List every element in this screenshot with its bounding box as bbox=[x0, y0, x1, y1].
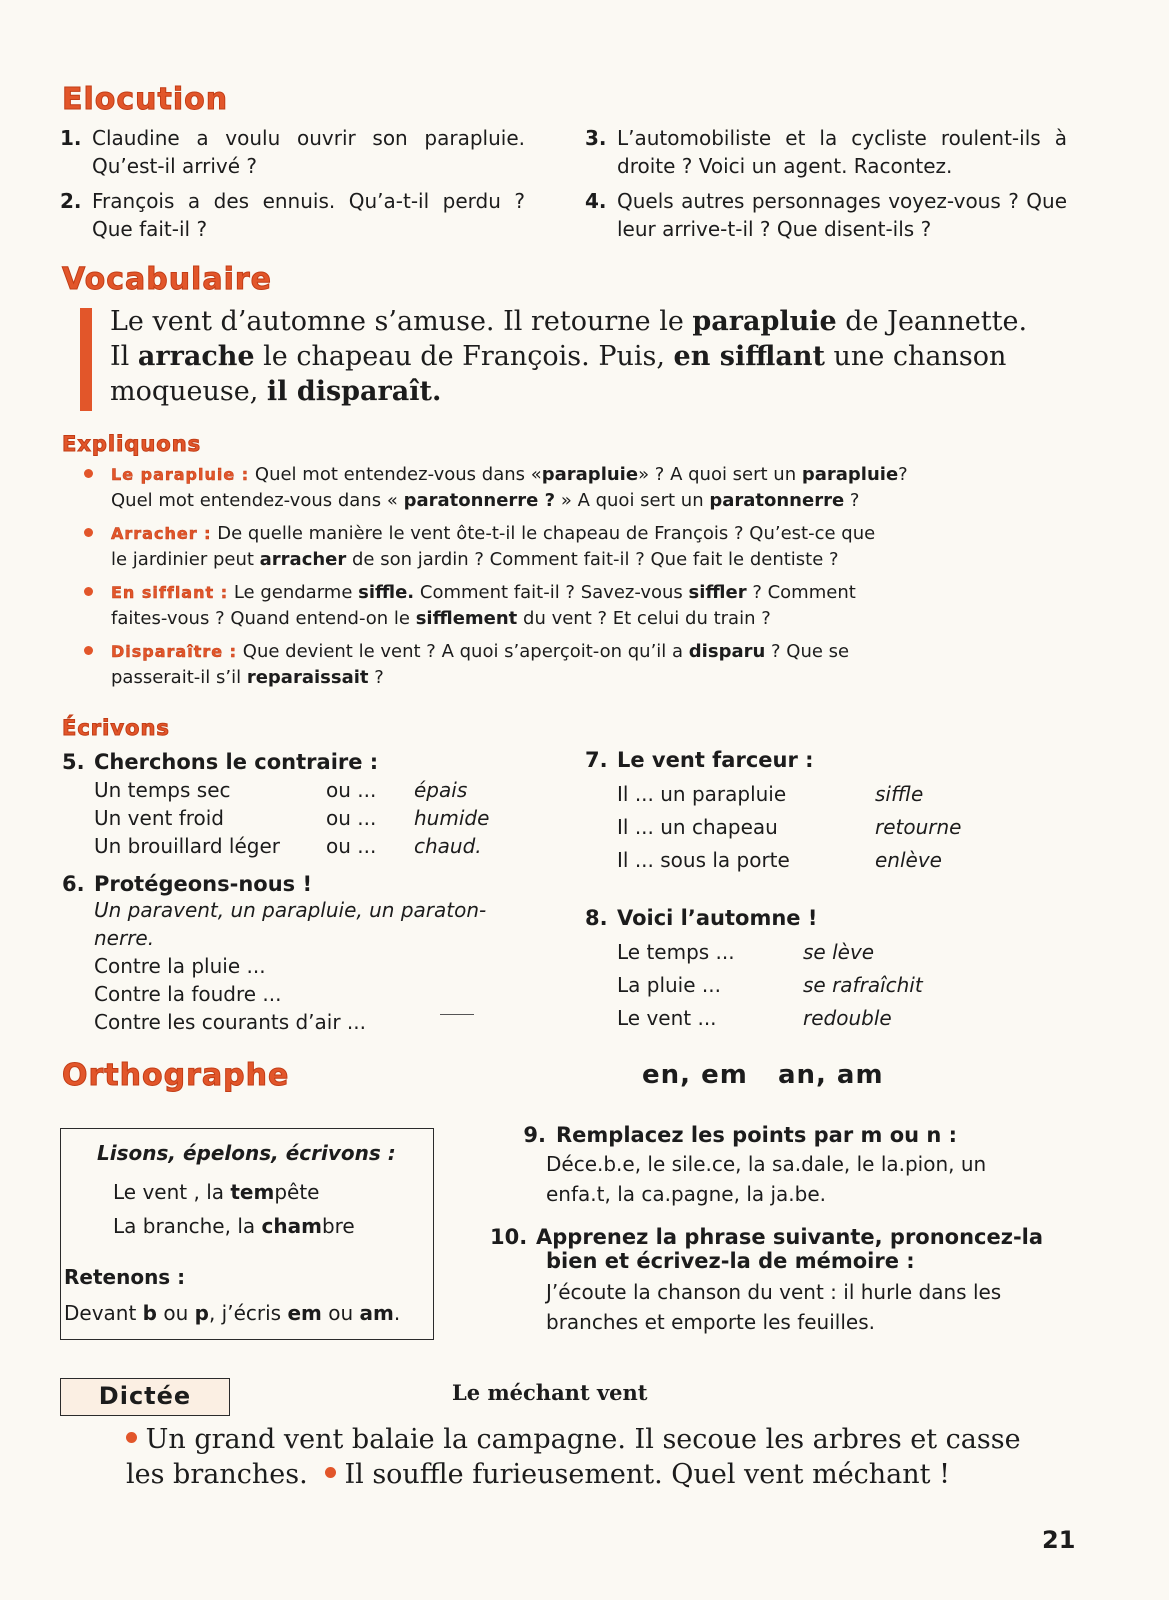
exercise-row: Le vent ... redouble bbox=[617, 1006, 892, 1030]
bullet-icon bbox=[325, 1467, 336, 1478]
exercise-7: 7. Le vent farceur : Il ... un parapluie siffle Il ... un chapeau retourne Il ... sous la porte enlève bbox=[585, 748, 1065, 877]
dictee-label: Dictée bbox=[98, 1382, 192, 1410]
elocution-question-2 bbox=[60, 187, 525, 243]
vocabulaire-accent-bar bbox=[80, 308, 92, 411]
question-number: 2. bbox=[60, 189, 82, 213]
dictee-label-box bbox=[60, 1378, 230, 1416]
exercise-row: La pluie ... se rafraîchit bbox=[617, 973, 923, 997]
rule-box-examples: Le vent , la tempête La branche, la chambre bbox=[113, 1180, 355, 1238]
elocution-question-1 bbox=[60, 124, 525, 180]
orthographe-rule-box bbox=[60, 1128, 434, 1340]
elocution-question-4 bbox=[585, 187, 1067, 243]
exercise-6: 6. Protégeons-nous ! Un paravent, un parapluie, un paraton- nerre. Contre la pluie ... Contre la foudre ... Contre les courants d’air ... bbox=[62, 872, 532, 1036]
ecrivons-heading: Écrivons bbox=[62, 716, 170, 740]
vocabulaire-heading: Vocabulaire bbox=[62, 262, 272, 297]
exercise-row: Contre la pluie ... bbox=[94, 954, 266, 978]
exercise-8: 8. Voici l’automne ! Le temps ... se lève La pluie ... se rafraîchit Le vent ... redouble bbox=[585, 906, 1065, 1035]
dictee-title: Le méchant vent bbox=[452, 1380, 648, 1405]
exercise-10-line: branches et emporte les feuilles. bbox=[546, 1310, 875, 1334]
exercise-row: Il ... sous la porte enlève bbox=[617, 848, 942, 872]
bullet-icon bbox=[84, 528, 93, 537]
exercise-row: Contre la foudre ... bbox=[94, 982, 282, 1006]
vocabulaire-text bbox=[110, 304, 1070, 409]
expliquons-item-disparaitre: Disparaître : Que devient le vent ? A quoi s’aperçoit-on qu’il a disparu ? Que se passerait-il s’il reparaissait ? bbox=[84, 639, 1072, 691]
elocution-question-3 bbox=[585, 124, 1067, 180]
rule-box-title: Lisons, épelons, écrivons : bbox=[97, 1141, 396, 1165]
question-text: François a des ennuis. Qu’a-t-il perdu ? Que fait-il ? bbox=[92, 189, 525, 241]
dictee-text: Un grand vent balaie la campagne. Il secoue les arbres et casse les branches. Il souffle furieusement. Quel vent méchant ! bbox=[126, 1424, 1021, 1490]
exercise-row: Un brouillard léger ou ... chaud. bbox=[94, 834, 482, 858]
retenons-label: Retenons : bbox=[64, 1265, 186, 1289]
exercise-row: Contre les courants d’air ... bbox=[94, 1010, 367, 1034]
exercise-10: 10. Apprenez la phrase suivante, prononcez-la bien et écrivez-la de mémoire : J’écoute la chanson du vent : il hurle dans les branches et emporte les feuilles. bbox=[490, 1225, 1068, 1337]
exercise-6-intro-cont: nerre. bbox=[94, 926, 155, 950]
bullet-icon bbox=[84, 646, 93, 655]
exercise-6-intro: Un paravent, un parapluie, un paraton- bbox=[94, 898, 487, 922]
bullet-icon bbox=[84, 587, 93, 596]
vocabulaire-line-1: Le vent d’automne s’amuse. Il retourne le parapluie de Jeannette. bbox=[110, 306, 1028, 337]
question-number: 1. bbox=[60, 126, 82, 150]
orthographe-heading: Orthographe bbox=[62, 1058, 290, 1093]
expliquons-heading: Expliquons bbox=[62, 432, 202, 456]
elocution-heading: Elocution bbox=[62, 82, 229, 117]
bullet-icon bbox=[84, 469, 93, 478]
orthographe-sounds: en, em an, am bbox=[642, 1060, 884, 1090]
vocabulaire-line-3: moqueuse, il disparaît. bbox=[110, 376, 442, 407]
exercise-9: 9. Remplacez les points par m ou n : Déce.b.e, le sile.ce, la sa.dale, le la.pion, un enfa.t, la ca.pagne, la ja.be. bbox=[502, 1123, 1068, 1209]
question-number: 4. bbox=[585, 189, 607, 213]
exercise-row: Un vent froid ou ... humide bbox=[94, 806, 490, 830]
question-number: 3. bbox=[585, 126, 607, 150]
exercise-5: 5. Cherchons le contraire : Un temps sec ou ... épais Un vent froid ou ... humide Un brouillard léger ou ... chaud. bbox=[62, 750, 532, 860]
vocabulaire-line-2: Il arrache le chapeau de François. Puis, en sifflant une chanson bbox=[110, 341, 1007, 372]
expliquons-item-arracher: Arracher : De quelle manière le vent ôte-t-il le chapeau de François ? Qu’est-ce que le jardinier peut arracher de son jardin ? Comment fait-il ? Que fait le dentiste ? bbox=[84, 521, 1072, 573]
expliquons-item-en-sifflant: En sifflant : Le gendarme siffle. Comment fait-il ? Savez-vous siffler ? Comment faites-vous ? Quand entend-on le sifflement du vent ? Et celui du train ? bbox=[84, 580, 1072, 632]
exercise-10-line: J’écoute la chanson du vent : il hurle dans les bbox=[546, 1280, 1002, 1304]
exercise-9-line: Déce.b.e, le sile.ce, la sa.dale, le la.pion, un bbox=[546, 1152, 987, 1176]
exercise-row: Un temps sec ou ... épais bbox=[94, 778, 468, 802]
exercise-10-title-cont: bien et écrivez-la de mémoire : bbox=[546, 1249, 915, 1273]
exercise-row: Le temps ... se lève bbox=[617, 940, 875, 964]
question-text: Quels autres personnages voyez-vous ? Que leur arrive-t-il ? Que disent-ils ? bbox=[617, 189, 1067, 241]
exercise-9-line: enfa.t, la ca.pagne, la ja.be. bbox=[546, 1182, 827, 1206]
retenons-rule: Devant b ou p, j’écris em ou am. bbox=[64, 1301, 401, 1325]
expliquons-item-parapluie: Le parapluie : Quel mot entendez-vous dans «parapluie» ? A quoi sert un parapluie? Quel mot entendez-vous dans « paratonnerre ? » A quoi sert un paratonnerre ? bbox=[84, 462, 1072, 514]
question-text: Claudine a voulu ouvrir son parapluie. Qu’est-il arrivé ? bbox=[92, 126, 525, 178]
exercise-row: Il ... un parapluie siffle bbox=[617, 782, 924, 806]
question-text: L’automobiliste et la cycliste roulent-ils à droite ? Voici un agent. Racontez. bbox=[617, 126, 1067, 178]
pencil-mark bbox=[440, 1014, 474, 1015]
page-number: 21 bbox=[1042, 1526, 1076, 1554]
bullet-icon bbox=[126, 1432, 137, 1443]
exercise-row: Il ... un chapeau retourne bbox=[617, 815, 962, 839]
